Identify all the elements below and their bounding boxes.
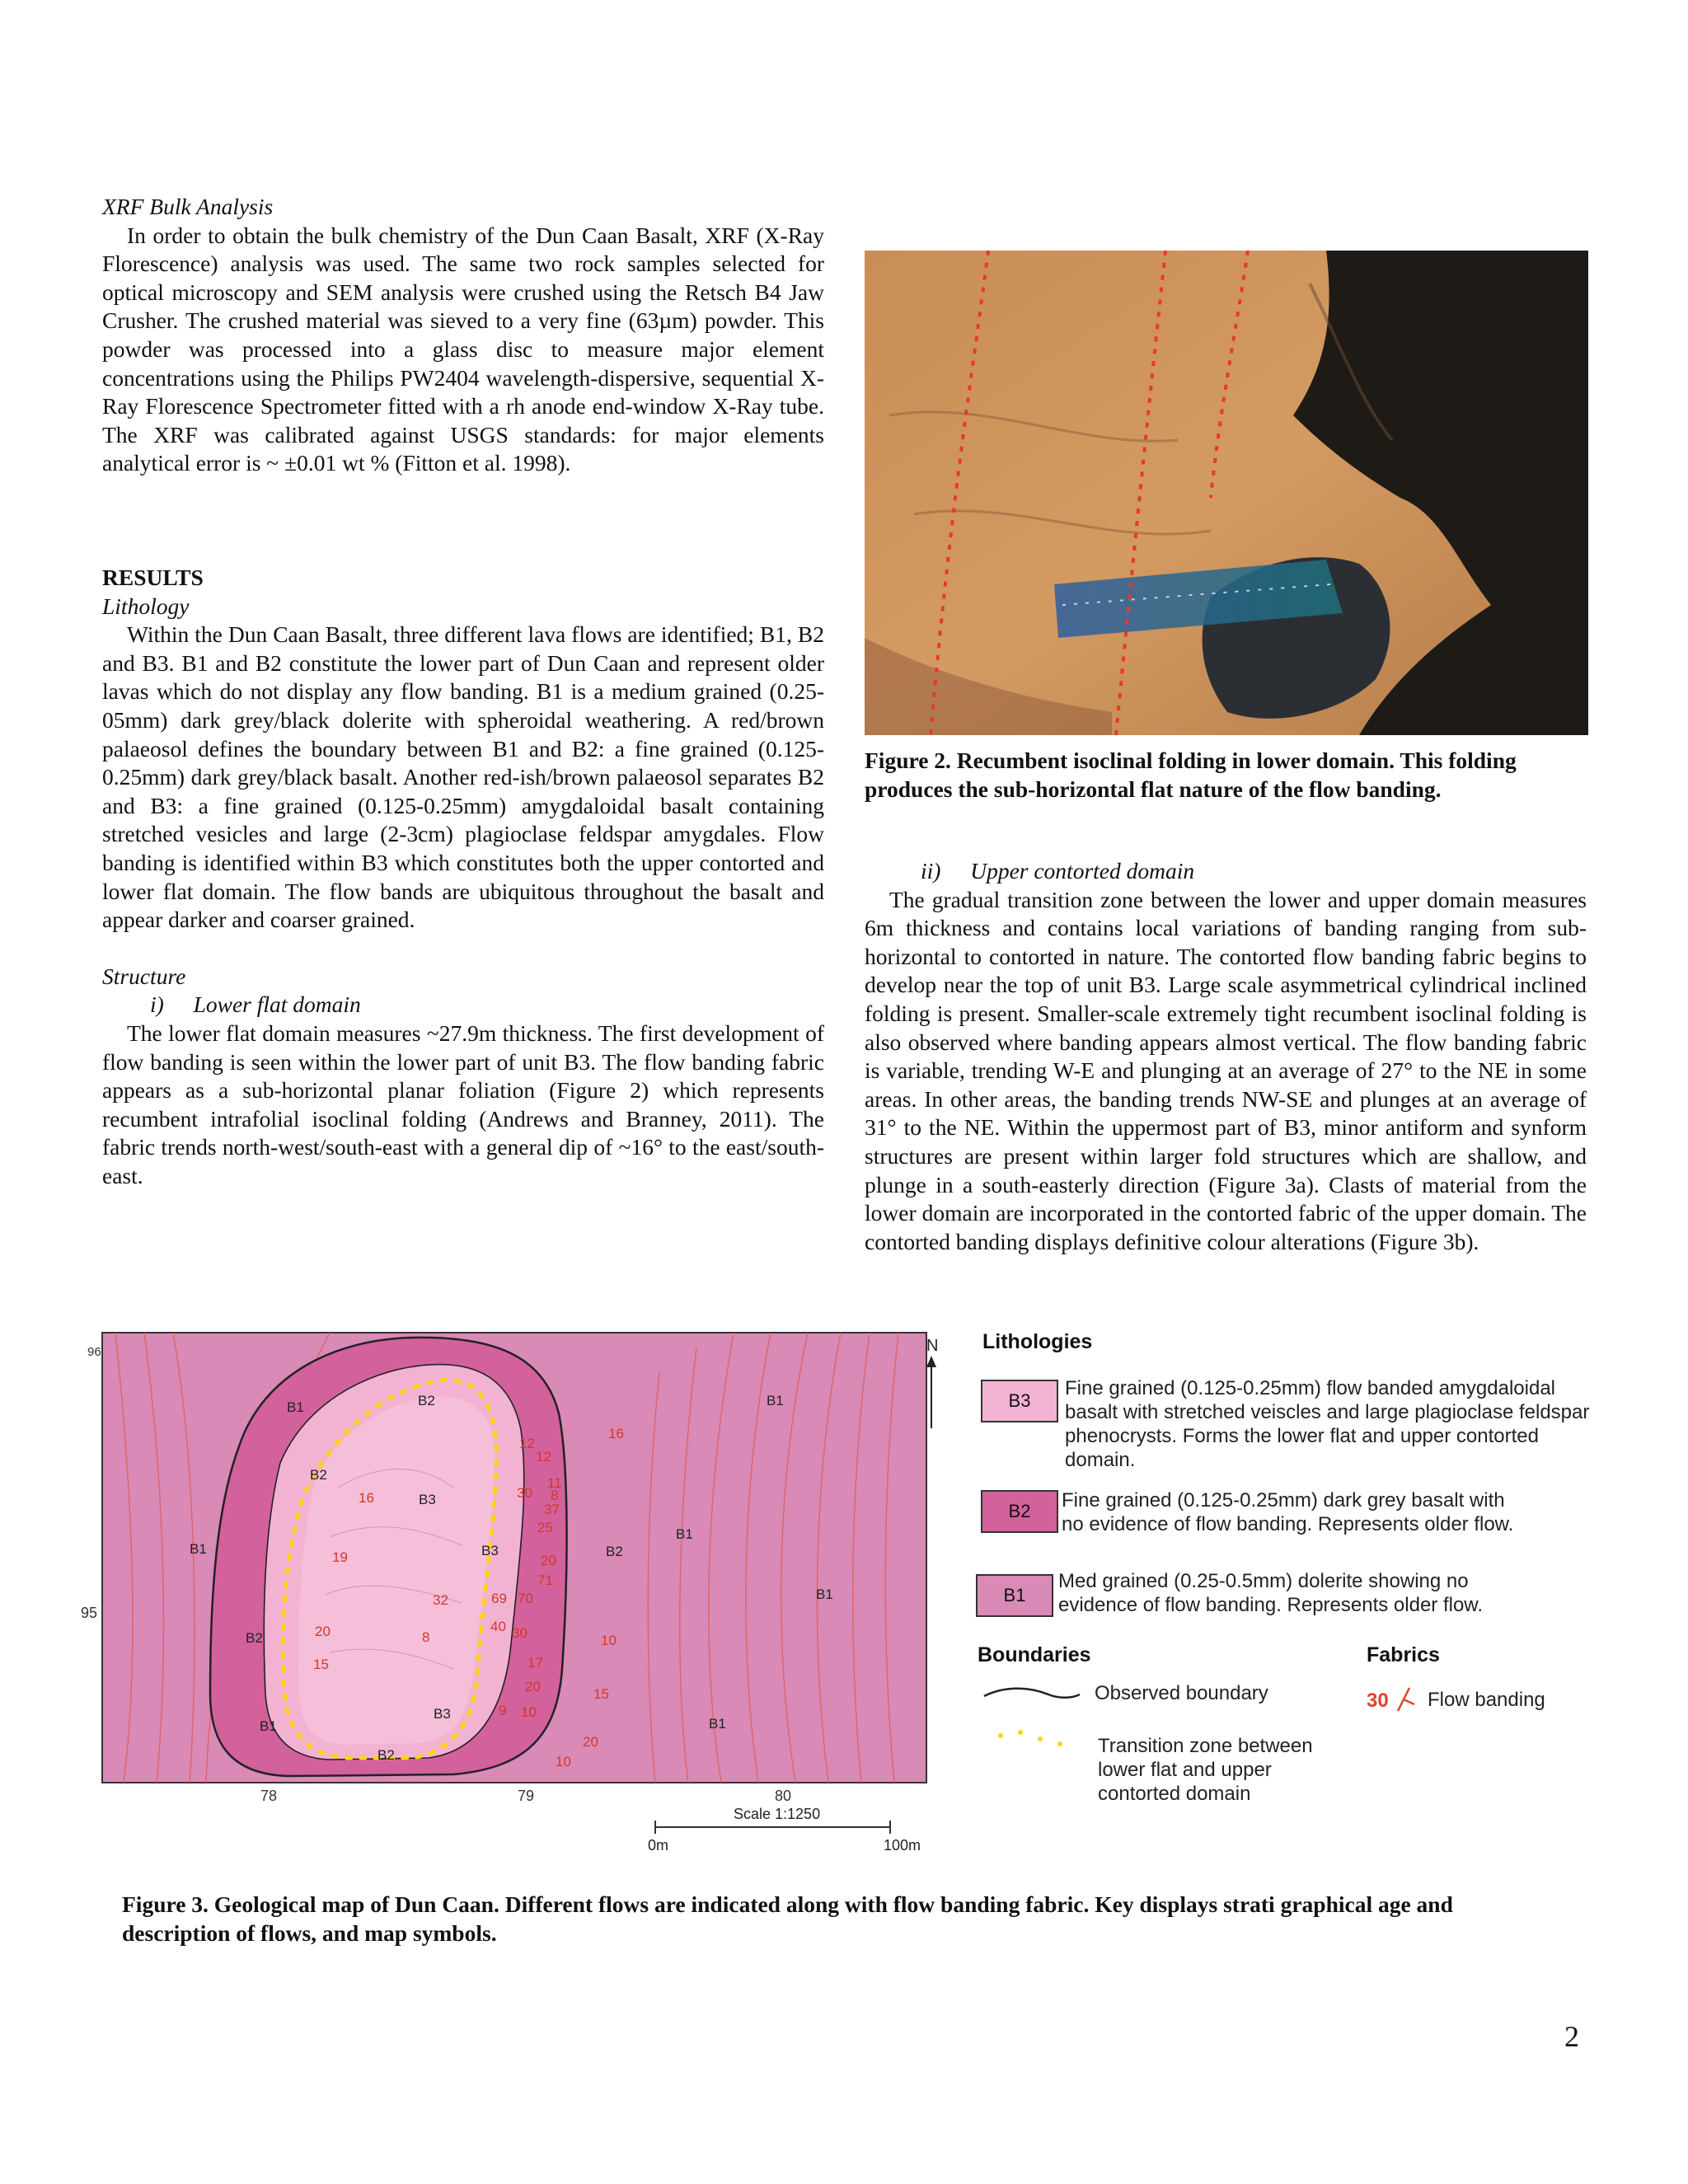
- xrf-heading: XRF Bulk Analysis: [102, 194, 274, 219]
- observed-boundary-symbol: [982, 1681, 1081, 1706]
- dip-value: 69: [491, 1591, 507, 1606]
- transition-zone-symbol: [982, 1727, 1081, 1755]
- results-section: [102, 564, 824, 1190]
- map-label-b3-c: B3: [434, 1706, 451, 1722]
- grid-y-96: 96: [87, 1345, 101, 1359]
- legend-b1-swatch: [976, 1574, 1053, 1617]
- dip-value: 9: [499, 1703, 507, 1718]
- dip-value: 10: [556, 1754, 571, 1769]
- outcrop-photo-illustration: [865, 251, 1588, 735]
- dip-value: 30: [512, 1625, 528, 1641]
- lower-domain-number: i): [150, 991, 164, 1018]
- dip-value: 8: [422, 1629, 430, 1645]
- upper-domain-number: ii): [921, 858, 941, 883]
- scale-label: Scale 1:1250: [734, 1806, 821, 1822]
- map-label-b1-g: B1: [709, 1716, 726, 1732]
- map-label-b1-a: B1: [287, 1399, 304, 1415]
- map-label-b2-e: B2: [377, 1747, 395, 1763]
- dip-value: 15: [593, 1686, 609, 1702]
- grid-y-95: 95: [81, 1605, 98, 1621]
- upper-domain-title: Upper contorted domain: [970, 858, 1195, 883]
- dip-value: 17: [528, 1655, 543, 1671]
- dip-value: 30: [517, 1485, 532, 1501]
- dip-value: 8: [551, 1488, 559, 1503]
- lower-domain-title: Lower flat domain: [193, 991, 361, 1018]
- legend-b1-text: Med grained (0.25-0.5mm) dolerite showing no evidence of flow banding. Represents older flow.: [1058, 1570, 1483, 1616]
- map-label-b3-b: B3: [481, 1543, 499, 1558]
- dip-value: 20: [315, 1624, 331, 1639]
- map-label-b1-f: B1: [260, 1718, 277, 1734]
- legend-b3-label: B3: [1008, 1390, 1031, 1411]
- flow-banding-symbol: [1390, 1683, 1419, 1716]
- map-label-b2-b: B2: [310, 1467, 327, 1483]
- grid-x-78: 78: [260, 1788, 278, 1804]
- scale-bar: [648, 1806, 921, 1854]
- legend-flow-banding-value: 30: [1367, 1690, 1389, 1712]
- dip-value: 19: [332, 1549, 348, 1565]
- dip-value: 12: [536, 1449, 551, 1465]
- figure-3-map: [66, 1323, 956, 1875]
- dip-value: 40: [490, 1619, 506, 1634]
- figure-3-caption: Figure 3. Geological map of Dun Caan. Different flows are indicated along with flow banding fabric. Key displays strati graphical age and description of flows, and map symbols.: [122, 1891, 1453, 1946]
- legend-b1-label: B1: [1003, 1585, 1026, 1605]
- dip-value: 20: [583, 1734, 598, 1750]
- lower-domain-paragraph: The lower flat domain measures ~27.9m thickness. The first development of flow banding is seen within the lower part of unit B3. The flow banding fabric appears as a sub-horizontal planar foliation (Figure 2) which represents recumbent intrafolial isoclinal folding (Andrews and Branney, 2011). The fabric trends north-west/south-east with a general dip of ~16° to the east/south-east.: [102, 1019, 824, 1188]
- dip-value: 16: [608, 1426, 624, 1441]
- legend-observed-boundary: Observed boundary: [1095, 1682, 1268, 1704]
- upper-domain-heading: [865, 857, 1587, 886]
- dip-value: 37: [544, 1502, 560, 1517]
- map-label-b1-b: B1: [767, 1393, 784, 1408]
- legend-b2-label: B2: [1008, 1501, 1031, 1521]
- upper-domain-section: [865, 857, 1587, 1256]
- map-label-b2-a: B2: [418, 1393, 435, 1408]
- dip-value: 20: [541, 1553, 556, 1568]
- page-number: 2: [1564, 2020, 1579, 2053]
- map-label-b1-d: B1: [676, 1526, 693, 1542]
- dip-value: 32: [433, 1592, 448, 1608]
- grid-x-79: 79: [518, 1788, 535, 1804]
- north-arrow: [926, 1337, 938, 1428]
- lithology-paragraph: Within the Dun Caan Basalt, three different lava flows are identified; B1, B2 and B3. B1 and B2 constitute the lower part of Dun Caan and represent older lavas which do not display any flow banding. B1 is a medium grained (0.25-05mm) dark grey/black dolerite with spheroidal weathering. A red/brown palaeosol defines the boundary between B1 and B2: a fine grained (0.125-0.25mm) dark grey/black basalt. Another red-ish/brown palaeosol separates B2 and B3: a fine grained (0.125-0.25mm) amygdaloidal basalt containing stretched vesicles and large (2-3cm) plagioclase feldspar amygdales. Flow banding is identified within B3 which constitutes both the upper contorted and lower flat domain. The flow bands are ubiquitous throughout the basalt and appear darker and coarser grained.: [102, 621, 824, 933]
- dip-value: 16: [359, 1490, 374, 1506]
- dip-value: 10: [521, 1704, 537, 1720]
- dip-value: 70: [518, 1591, 533, 1606]
- figure-2-caption: Figure 2. Recumbent isoclinal folding in lower domain. This folding produces the sub-horizontal flat nature of the flow banding.: [865, 748, 1517, 802]
- scale-end: 100m: [884, 1837, 921, 1854]
- legend-transition-zone: Transition zone between lower flat and upper contorted domain: [1098, 1735, 1313, 1805]
- north-label: N: [926, 1337, 939, 1355]
- map-label-b1-c: B1: [190, 1541, 207, 1557]
- upper-domain-paragraph: The gradual transition zone between the lower and upper domain measures 6m thickness and contains local variations of banding ranging from sub-horizontal to contorted in nature. The contorted flow banding fabric begins to develop near the top of unit B3. Large scale asymmetrical cylindrical inclined folding is present. Smaller-scale extremely tight recumbent isoclinal folding is also observed where banding appears almost vertical. The flow banding fabric is variable, trending W-E and plunging at an average of 27° to the NE in some areas. In other areas, the banding trends NW-SE and plunges at an average of 31° to the NE. Within the uppermost part of B3, minor antiform and synform structures are present within larger fold structures which are shallow, and plunge in a south-easterly direction (Figure 3a). Clasts of material from the lower domain are incorporated in the contorted fabric of the upper domain. The contorted banding displays definitive colour alterations (Figure 3b).: [865, 886, 1587, 1254]
- results-heading: RESULTS: [102, 565, 204, 590]
- lithology-heading: Lithology: [102, 593, 190, 619]
- xrf-section: [102, 193, 824, 478]
- xrf-paragraph: In order to obtain the bulk chemistry of the Dun Caan Basalt, XRF (X-Ray Florescence) analysis was used. The same two rock samples selected for optical microscopy and SEM analysis were crushed using the Retsch B4 Jaw Crusher. The crushed material was sieved to a very fine (63µm) powder. This powder was processed into a glass disc to measure major element concentrations using the Philips PW2404 wavelength-dispersive, sequential X-Ray Florescence Spectrometer fitted with a rh anode end-window X-Ray tube. The XRF was calibrated against USGS standards: for major elements analytical error is ~ ±0.01 wt % (Fitton et al. 1998).: [102, 222, 824, 476]
- dip-value: 71: [537, 1572, 553, 1588]
- legend-fabrics-title: Fabrics: [1367, 1643, 1440, 1666]
- dip-value: 25: [537, 1520, 553, 1535]
- legend-flow-banding: Flow banding: [1428, 1689, 1545, 1711]
- map-label-b1-e: B1: [816, 1586, 833, 1602]
- figure-3-legend: [973, 1327, 1599, 1821]
- grid-x-80: 80: [775, 1788, 792, 1804]
- map-label-b2-c: B2: [606, 1544, 623, 1559]
- legend-b2-swatch: [981, 1490, 1058, 1533]
- dip-value: 10: [601, 1633, 617, 1648]
- map-label-b2-d: B2: [246, 1630, 263, 1646]
- scale-start: 0m: [648, 1837, 669, 1854]
- legend-b3-text: Fine grained (0.125-0.25mm) flow banded amygdaloidal basalt with stretched veiscles and large plagioclase feldspar phenocrysts. Forms the lower flat and upper contorted domain.: [1065, 1377, 1590, 1471]
- geological-map: [66, 1323, 956, 1875]
- legend-boundaries-title: Boundaries: [978, 1643, 1091, 1666]
- legend-lithologies-title: Lithologies: [982, 1330, 1093, 1353]
- map-label-b3-a: B3: [419, 1492, 436, 1507]
- dip-value: 20: [525, 1679, 541, 1694]
- dip-value: 15: [313, 1657, 329, 1672]
- structure-heading: Structure: [102, 963, 186, 989]
- figure-2-photo: [865, 251, 1588, 735]
- dip-value: 12: [519, 1436, 535, 1451]
- lower-domain-heading: [102, 991, 824, 1019]
- legend-b3-swatch: [981, 1380, 1058, 1422]
- legend-b2-text: Fine grained (0.125-0.25mm) dark grey basalt with no evidence of flow banding. Represents older flow.: [1062, 1489, 1514, 1535]
- dip-value: 11: [547, 1475, 562, 1491]
